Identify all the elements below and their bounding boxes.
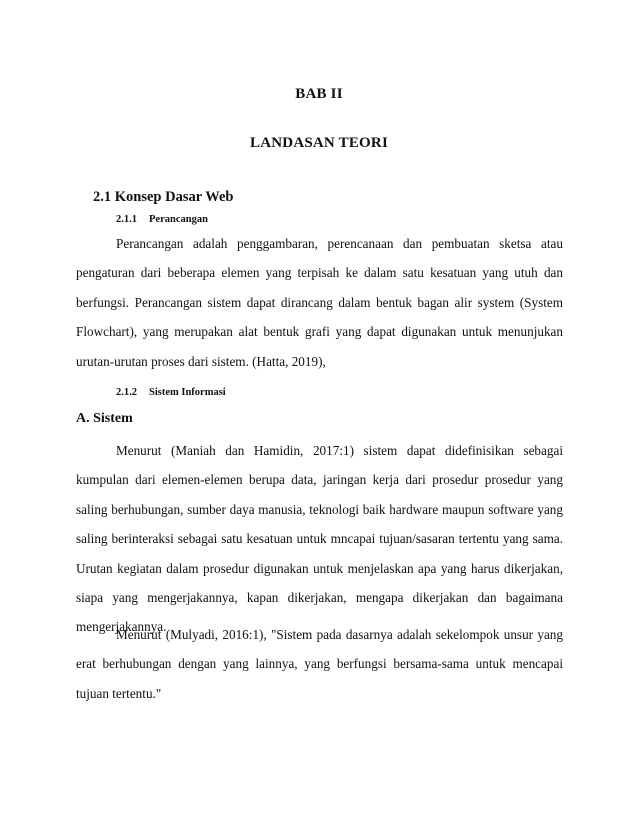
paragraph-perancangan: Perancangan adalah penggambaran, perencanaan dan pembuatan sketsa atau pengaturan dari beberapa elemen yang terpisah ke dalam satu kesatuan yang utuh dan berfungsi. Perancangan sistem dapat dirancang dalam bentuk bagan alir system (System Flowchart), yang merupakan alat bentuk grafi yang dapat digunakan untuk menunjukan urutan-urutan proses dari sistem. (Hatta, 2019), [76,236,563,369]
chapter-number: BAB II [295,86,343,102]
section-heading: 2.1 Konsep Dasar Web [93,189,234,205]
subsection-heading-sistem-informasi [116,387,226,398]
heading-sistem: A. Sistem [76,411,133,426]
subsection-heading-perancangan [116,214,208,225]
chapter-title: LANDASAN TEORI [250,135,388,151]
subsection-number: 2.1.1 [116,214,137,225]
paragraph-kutipan-mulyadi: Menurut (Mulyadi, 2016:1), "Sistem pada dasarnya adalah sekelompok unsur yang erat berhubungan dengan yang lainnya, yang berfungsi bersama-sama untuk mencapai tujuan tertentu." [76,627,563,701]
subsection-title: Sistem Informasi [149,387,226,398]
paragraph-definisi-sistem: Menurut (Maniah dan Hamidin, 2017:1) sistem dapat didefinisikan sebagai kumpulan dari elemen-elemen berupa data, jaringan kerja dari prosedur prosedur yang saling berhubungan, sumber daya manusia, teknologi baik hardware maupun software yang saling berinteraksi sebagai satu kesatuan untuk mncapai tujuan/sasaran tertentu yang sama. Urutan kegiatan dalam prosedur digunakan untuk menjelaskan apa yang harus dikerjakan, siapa yang mengerjakannya, kapan dikerjakan, mengapa dikerjakan dan bagaimana mengerjakannya. [76,443,563,635]
subsection-title: Perancangan [149,214,208,225]
subsection-number: 2.1.2 [116,387,137,398]
